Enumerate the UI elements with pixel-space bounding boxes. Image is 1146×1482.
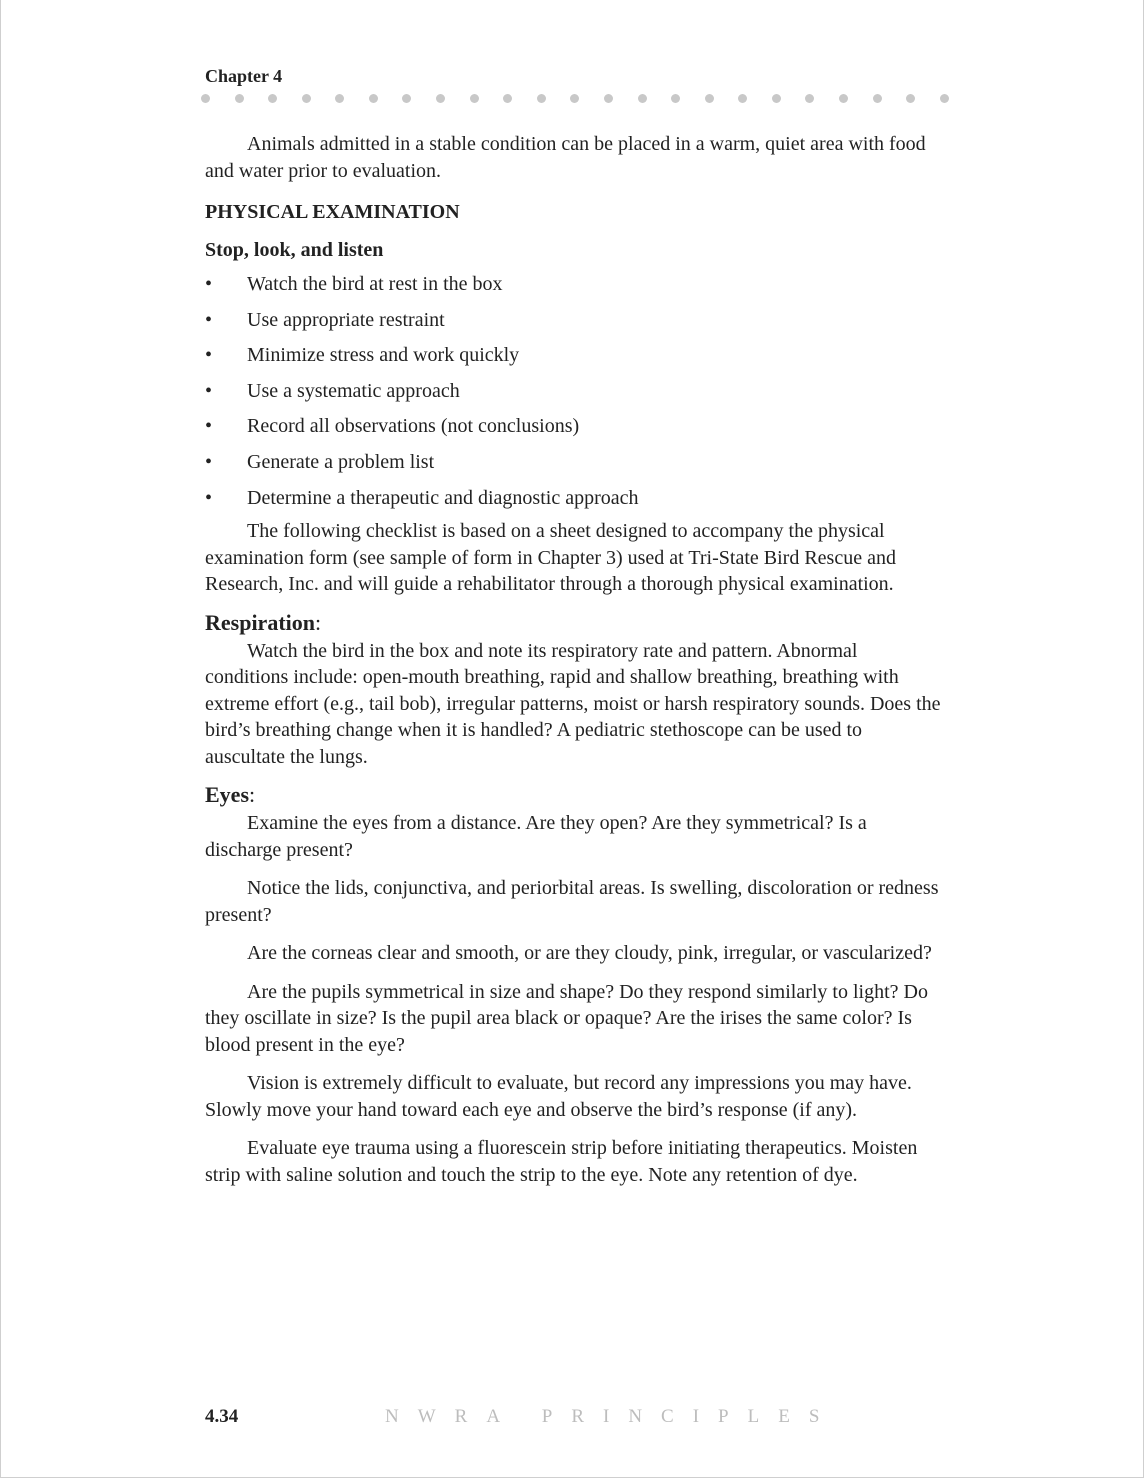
rule-dot: [201, 94, 210, 103]
page-number: 4.34: [205, 1406, 239, 1427]
checklist-bullets: [205, 269, 945, 518]
rule-dot: [335, 94, 344, 103]
list-item: • Use appropriate restraint: [205, 305, 945, 341]
rule-dot: [873, 94, 882, 103]
eyes-paragraph: Examine the eyes from a distance. Are they open? Are they symmetrical? Is a discharge present?: [205, 812, 867, 861]
list-item: • Watch the bird at rest in the box: [205, 269, 945, 305]
respiration-heading-text: Respiration: [205, 609, 315, 635]
rule-dot: [503, 94, 512, 103]
respiration-paragraph: Watch the bird in the box and note its respiratory rate and pattern. Abnormal conditions include: open-mouth breathing, rapid and shallow breathing, breathing with extreme effort (e.g., tail bob), irregular patterns, moist or harsh respiratory sounds. Does the bird’s breathing change when it is handled? A pediatric stethoscope can be used to auscultate the lungs.: [205, 639, 941, 768]
running-header: [205, 66, 282, 87]
rule-dot: [638, 94, 647, 103]
list-item: • Generate a problem list: [205, 447, 945, 483]
rule-dot: [402, 94, 411, 103]
list-item: • Use a systematic approach: [205, 376, 945, 412]
eyes-paragraph: Vision is extremely difficult to evaluate, but record any impressions you may have. Slowly move your hand toward each eye and observe the bird’s response (if any).: [205, 1072, 912, 1121]
rule-dot: [738, 94, 747, 103]
dotted-rule: [201, 92, 949, 104]
checklist-intro-paragraph: The following checklist is based on a sheet designed to accompany the physical examination form (see sample of form in Chapter 3) used at Tri-State Bird Rescue and Research, Inc. and will guide a rehabilitator through a thorough physical examination.: [205, 520, 896, 596]
rule-dot: [705, 94, 714, 103]
section-title: PHYSICAL EXAMINATION: [205, 201, 460, 223]
rule-dot: [268, 94, 277, 103]
footer-brand: NWRA PRINCIPLES: [385, 1406, 839, 1427]
eyes-paragraph: Evaluate eye trauma using a fluorescein strip before initiating therapeutics. Moisten strip with saline solution and touch the strip to the eye. Note any retention of dye.: [205, 1137, 918, 1186]
chapter-label: Chapter 4: [205, 66, 283, 86]
list-item: • Determine a therapeutic and diagnostic approach: [205, 483, 945, 519]
rule-dot: [604, 94, 613, 103]
heading-colon: :: [249, 782, 256, 808]
subsection-title: Stop, look, and listen: [205, 239, 384, 261]
heading-colon: :: [315, 609, 322, 635]
intro-paragraph: Animals admitted in a stable condition can be placed in a warm, quiet area with food and water prior to evaluation.: [205, 133, 926, 182]
rule-dot: [940, 94, 949, 103]
eyes-paragraph: Are the corneas clear and smooth, or are they cloudy, pink, irregular, or vascularized?: [247, 942, 932, 965]
eyes-heading: [205, 780, 945, 810]
rule-dot: [671, 94, 680, 103]
rule-dot: [537, 94, 546, 103]
rule-dot: [570, 94, 579, 103]
rule-dot: [772, 94, 781, 103]
rule-dot: [906, 94, 915, 103]
list-item: • Record all observations (not conclusions): [205, 411, 945, 447]
rule-dot: [805, 94, 814, 103]
respiration-heading: [205, 608, 945, 638]
list-item: • Minimize stress and work quickly: [205, 340, 945, 376]
eyes-paragraph: Notice the lids, conjunctiva, and periorbital areas. Is swelling, discoloration or redness present?: [205, 877, 939, 926]
rule-dot: [436, 94, 445, 103]
eyes-paragraph: Are the pupils symmetrical in size and shape? Do they respond similarly to light? Do they oscillate in size? Is the pupil area black or opaque? Are the irises the same color? Is blood present in the eye?: [205, 980, 928, 1056]
eyes-heading-text: Eyes: [205, 782, 249, 808]
rule-dot: [470, 94, 479, 103]
rule-dot: [302, 94, 311, 103]
rule-dot: [235, 94, 244, 103]
rule-dot: [369, 94, 378, 103]
rule-dot: [839, 94, 848, 103]
main-content: [205, 131, 945, 1188]
